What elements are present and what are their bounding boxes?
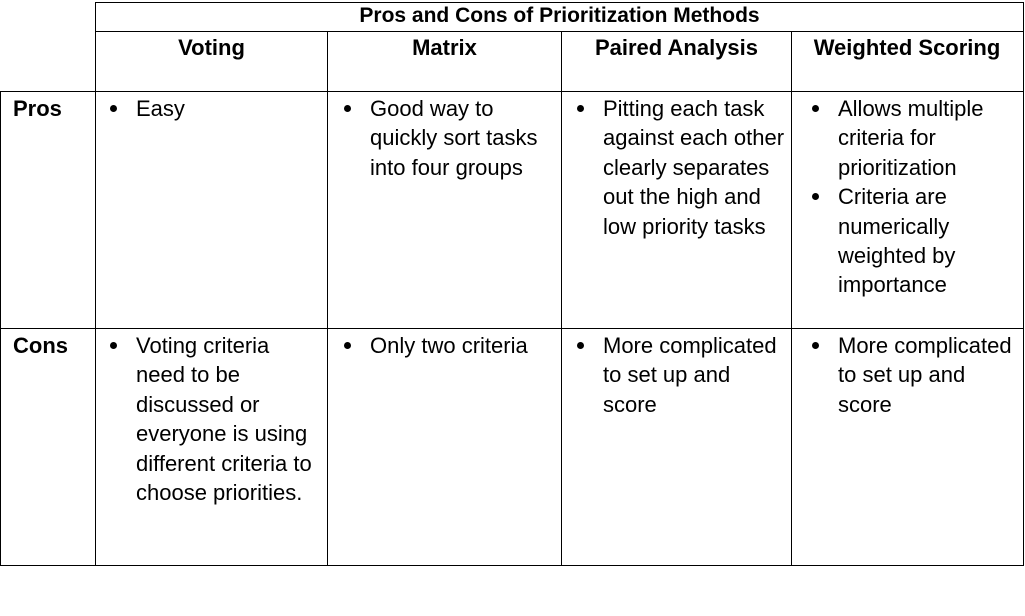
list-item-text: Only two criteria xyxy=(370,333,528,358)
bullet-icon xyxy=(110,342,117,349)
bullet-icon xyxy=(344,342,351,349)
cell-pros-voting xyxy=(136,94,321,123)
column-header-paired-analysis: Paired Analysis xyxy=(594,35,759,60)
list-item xyxy=(136,331,321,507)
bullet-icon xyxy=(812,193,819,200)
cell-cons-weighted-scoring xyxy=(838,331,1018,419)
column-header-weighted-scoring: Weighted Scoring xyxy=(813,35,1001,60)
list-item xyxy=(838,182,1018,300)
list-item xyxy=(370,331,555,360)
list-item-text: Criteria are numerically weighted by importance xyxy=(838,184,956,298)
cell-pros-matrix xyxy=(370,94,555,182)
bullet-icon xyxy=(812,105,819,112)
rule-col-4 xyxy=(791,31,792,566)
list-item-text: Easy xyxy=(136,96,185,121)
cell-cons-voting xyxy=(136,331,321,507)
rule-under-title xyxy=(95,31,1024,32)
rule-col-3 xyxy=(561,31,562,566)
bullet-icon xyxy=(110,105,117,112)
cell-pros-weighted-scoring xyxy=(838,94,1018,300)
table-title: Pros and Cons of Prioritization Methods xyxy=(359,4,760,27)
bullet-icon xyxy=(577,342,584,349)
cell-pros-paired-analysis xyxy=(603,94,785,241)
cell-cons-matrix xyxy=(370,331,555,360)
rule-left-row-area xyxy=(0,91,1,566)
cell-cons-paired-analysis xyxy=(603,331,785,419)
bullet-icon xyxy=(812,342,819,349)
bullet-list xyxy=(838,331,1018,419)
row-header-cons: Cons xyxy=(13,333,68,358)
list-item xyxy=(370,94,555,182)
list-item xyxy=(603,331,785,419)
bullet-list xyxy=(136,331,321,507)
row-header-pros: Pros xyxy=(13,96,62,121)
bullet-list xyxy=(370,331,555,360)
list-item xyxy=(838,94,1018,182)
rule-between-rows xyxy=(0,328,1024,329)
list-item-text: Pitting each task against each other clearly separates out the high and low priority tasks xyxy=(603,96,785,239)
bullet-icon xyxy=(344,105,351,112)
bullet-list xyxy=(603,94,785,241)
list-item-text: More complicated to set up and score xyxy=(838,333,1012,417)
list-item-text: Good way to quickly sort tasks into four groups xyxy=(370,96,538,180)
list-item-text: Voting criteria need to be discussed or everyone is using different criteria to choose priorities. xyxy=(136,333,312,506)
list-item xyxy=(136,94,321,123)
bullet-list xyxy=(136,94,321,123)
list-item-text: More complicated to set up and score xyxy=(603,333,777,417)
rule-under-header xyxy=(0,91,1024,92)
column-header-matrix: Matrix xyxy=(412,35,477,60)
bullet-list xyxy=(603,331,785,419)
bullet-list xyxy=(838,94,1018,300)
rule-right xyxy=(1023,2,1024,566)
bullet-icon xyxy=(577,105,584,112)
list-item xyxy=(838,331,1018,419)
list-item-text: Allows multiple criteria for prioritization xyxy=(838,96,984,180)
column-header-voting: Voting xyxy=(178,35,245,60)
list-item xyxy=(603,94,785,241)
rule-col-2 xyxy=(327,31,328,566)
bullet-list xyxy=(370,94,555,182)
rule-col-1 xyxy=(95,2,96,566)
rule-top xyxy=(95,2,1024,3)
rule-bottom xyxy=(0,565,1024,566)
